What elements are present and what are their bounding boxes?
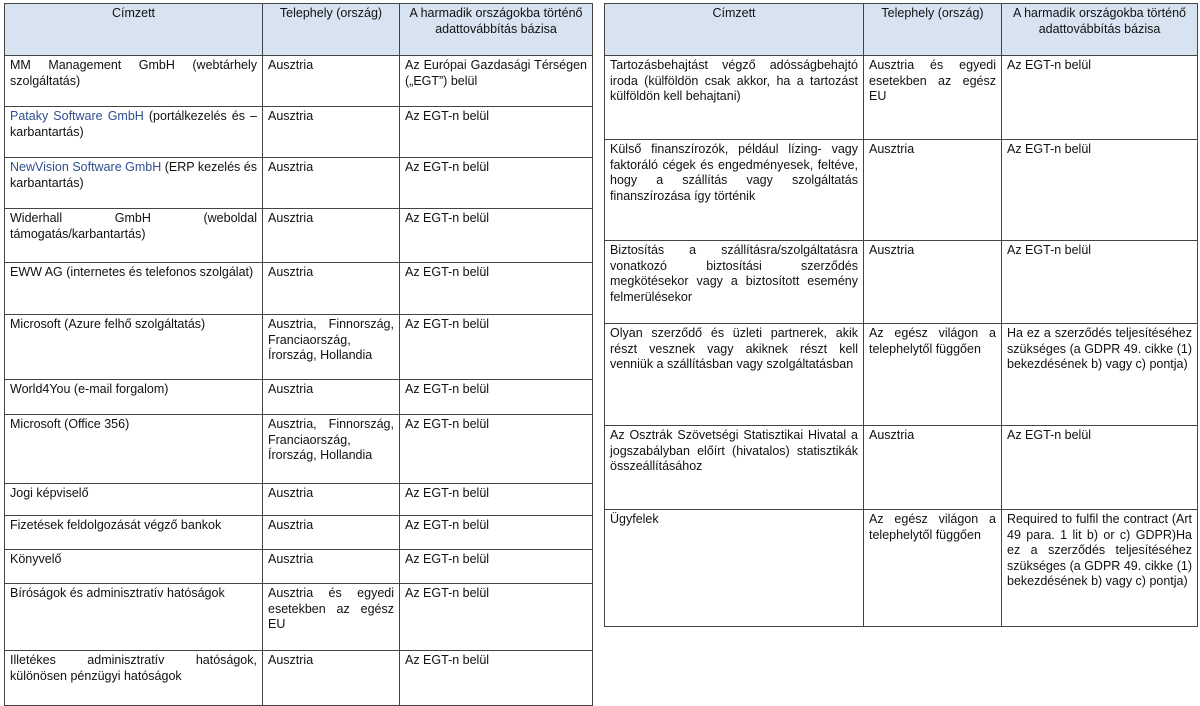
table-row: [605, 56, 1198, 140]
location-cell: Ausztria: [263, 550, 400, 584]
basis-cell: Az EGT-n belül: [400, 209, 593, 263]
basis-cell: Ha ez a szerződés teljesítéséhez szükséges (a GDPR 49. cikke (1) bekezdésének b) vagy c) pontja): [1002, 324, 1198, 426]
recipient-cell: World4You (e-mail forgalom): [5, 380, 263, 415]
table-row: [605, 426, 1198, 510]
recipient-cell: Illetékes adminisztratív hatóságok, különösen pénzügyi hatóságok: [5, 651, 263, 706]
recipient-cell: Külső finanszírozók, például lízing- vagy faktoráló cégek és engedményesek, feltéve, hogy a szállítás vagy szolgáltatás finanszírozása így történik: [605, 140, 864, 241]
location-cell: Ausztria: [864, 426, 1002, 510]
location-cell: Ausztria: [263, 380, 400, 415]
basis-cell: Az Európai Gazdasági Térségen („EGT”) belül: [400, 56, 593, 107]
location-cell: Ausztria: [263, 651, 400, 706]
location-cell: Ausztria: [263, 263, 400, 315]
table-row: [5, 550, 593, 584]
table-row: [5, 516, 593, 550]
basis-cell: Az EGT-n belül: [400, 107, 593, 158]
right-data-transfer-table: [604, 3, 1198, 627]
recipient-cell: Biztosítás a szállításra/szolgáltatásra vonatkozó biztosítási szerződés megkötésekor vagy a biztosított esemény felmerülésekor: [605, 241, 864, 324]
table-row: [605, 241, 1198, 324]
recipient-cell: Tartozásbehajtást végző adósságbehajtó iroda (külföldön csak akkor, ha a tartozást külföldön kell behajtani): [605, 56, 864, 140]
recipient-cell: [5, 107, 263, 158]
location-cell: Ausztria: [263, 484, 400, 516]
basis-cell: Az EGT-n belül: [1002, 241, 1198, 324]
basis-cell: Az EGT-n belül: [1002, 56, 1198, 140]
basis-cell: Required to fulfil the contract (Art 49 para. 1 lit b) or c) GDPR)Ha ez a szerződés teljesítéséhez szükséges (a GDPR 49. cikke (1) bekezdésének b) vagy c) pontja): [1002, 510, 1198, 627]
recipient-description: (ERP kezelés és karbantartás): [10, 160, 257, 190]
basis-cell: Az EGT-n belül: [400, 158, 593, 209]
header-location: Telephely (ország): [263, 4, 400, 56]
table-row: [605, 324, 1198, 426]
recipient-cell: Microsoft (Office 356): [5, 415, 263, 484]
recipient-cell: Bíróságok és adminisztratív hatóságok: [5, 584, 263, 651]
recipient-description: (portálkezelés és –karbantartás): [10, 109, 257, 139]
basis-cell: Az EGT-n belül: [400, 550, 593, 584]
location-cell: Ausztria és egyedi esetekben az egész EU: [263, 584, 400, 651]
recipient-cell: Fizetések feldolgozását végző bankok: [5, 516, 263, 550]
basis-cell: Az EGT-n belül: [1002, 140, 1198, 241]
location-cell: Az egész világon a telephelytől függően: [864, 510, 1002, 627]
location-cell: Ausztria és egyedi esetekben az egész EU: [864, 56, 1002, 140]
table-row: [5, 263, 593, 315]
recipient-cell: EWW AG (internetes és telefonos szolgálat): [5, 263, 263, 315]
location-cell: Ausztria: [263, 516, 400, 550]
table-row: [5, 209, 593, 263]
table-row: [5, 415, 593, 484]
recipient-company-name: NewVision Software GmbH: [10, 160, 162, 174]
table-row: [605, 140, 1198, 241]
table-row: [5, 56, 593, 107]
header-basis: A harmadik országokba történő adattovábbítás bázisa: [400, 4, 593, 56]
table-header-row: [605, 4, 1198, 56]
table-row: [5, 651, 593, 706]
basis-cell: Az EGT-n belül: [400, 263, 593, 315]
location-cell: Ausztria, Finnország, Franciaország, Írország, Hollandia: [263, 315, 400, 380]
table-row: [5, 380, 593, 415]
recipient-company-name: Pataky Software GmbH: [10, 109, 144, 123]
header-basis: A harmadik országokba történő adattovábbítás bázisa: [1002, 4, 1198, 56]
basis-cell: Az EGT-n belül: [400, 516, 593, 550]
recipient-cell: Ügyfelek: [605, 510, 864, 627]
location-cell: Ausztria: [864, 140, 1002, 241]
table-row: [5, 158, 593, 209]
recipient-cell: Az Osztrák Szövetségi Statisztikai Hivatal a jogszabályban előírt (hivatalos) statisztikák összeállításához: [605, 426, 864, 510]
location-cell: Ausztria: [263, 56, 400, 107]
location-cell: Ausztria, Finnország, Franciaország, Írország, Hollandia: [263, 415, 400, 484]
table-row: [5, 584, 593, 651]
table-row: [5, 107, 593, 158]
table-row: [5, 315, 593, 380]
location-cell: Az egész világon a telephelytől függően: [864, 324, 1002, 426]
recipient-cell: [5, 158, 263, 209]
location-cell: Ausztria: [864, 241, 1002, 324]
recipient-cell: MM Management GmbH (webtárhely szolgáltatás): [5, 56, 263, 107]
basis-cell: Az EGT-n belül: [400, 380, 593, 415]
table-row: [605, 510, 1198, 627]
table-header-row: [5, 4, 593, 56]
basis-cell: Az EGT-n belül: [400, 651, 593, 706]
header-location: Telephely (ország): [864, 4, 1002, 56]
recipient-cell: Jogi képviselő: [5, 484, 263, 516]
recipient-cell: Microsoft (Azure felhő szolgáltatás): [5, 315, 263, 380]
basis-cell: Az EGT-n belül: [400, 484, 593, 516]
left-data-transfer-table: [4, 3, 593, 706]
basis-cell: Az EGT-n belül: [1002, 426, 1198, 510]
location-cell: Ausztria: [263, 107, 400, 158]
header-recipient: Címzett: [5, 4, 263, 56]
basis-cell: Az EGT-n belül: [400, 584, 593, 651]
header-recipient: Címzett: [605, 4, 864, 56]
basis-cell: Az EGT-n belül: [400, 315, 593, 380]
recipient-cell: Könyvelő: [5, 550, 263, 584]
basis-cell: Az EGT-n belül: [400, 415, 593, 484]
table-row: [5, 484, 593, 516]
recipient-cell: Olyan szerződő és üzleti partnerek, akik részt vesznek vagy akiknek részt kell venniük a szállításban vagy szolgáltatásban: [605, 324, 864, 426]
recipient-cell: Widerhall GmbH (weboldal támogatás/karbantartás): [5, 209, 263, 263]
location-cell: Ausztria: [263, 158, 400, 209]
location-cell: Ausztria: [263, 209, 400, 263]
